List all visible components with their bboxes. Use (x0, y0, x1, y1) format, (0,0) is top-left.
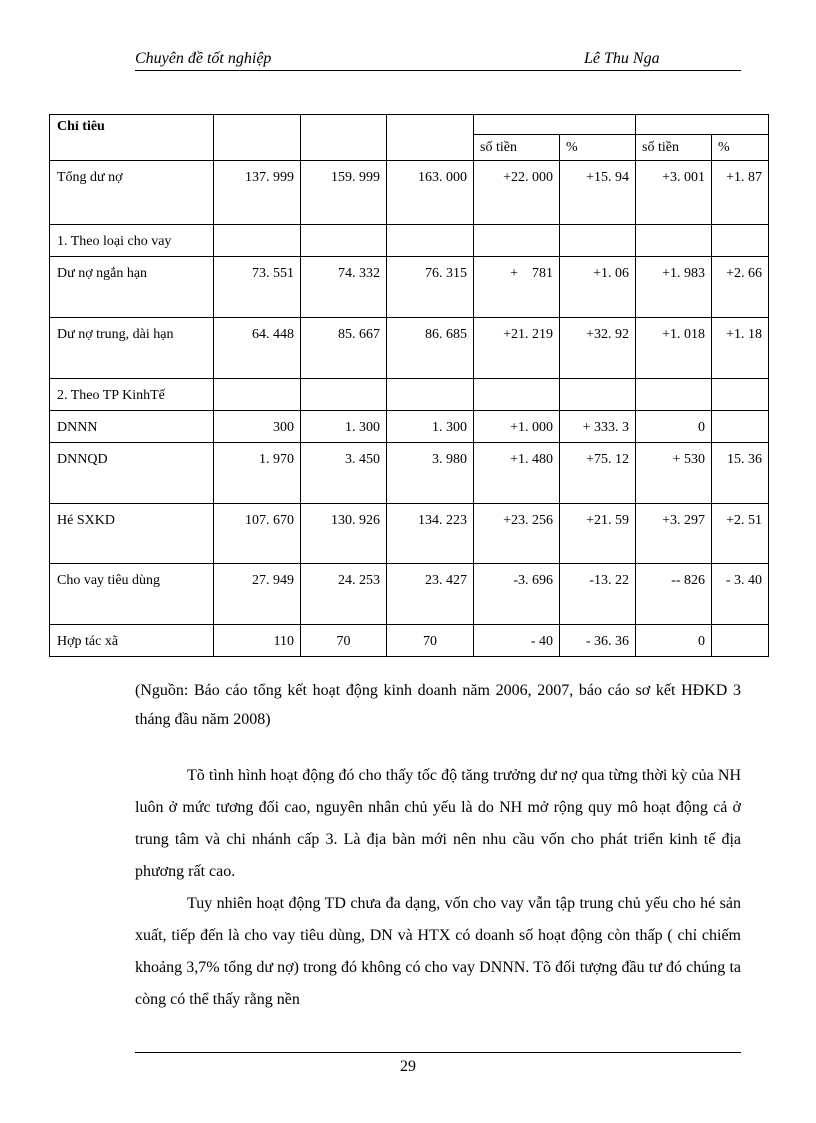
cell-value: +1. 983 (636, 257, 712, 318)
cell-value: + 333. 3 (560, 411, 636, 443)
cell-value: 163. 000 (387, 161, 474, 225)
cell-value: + 530 (636, 443, 712, 504)
row-label: Dư nợ ngắn hạn (50, 257, 214, 318)
cell-value: 3. 450 (301, 443, 387, 504)
table-source-note: (Nguồn: Báo cáo tổng kết hoạt động kinh doanh năm 2006, 2007, báo cáo sơ kết HĐKD 3 tháng đầu năm 2008) (135, 682, 741, 728)
cell-value: + 781 (474, 257, 560, 318)
cell-value: 64. 448 (214, 318, 301, 379)
table-row (50, 318, 769, 379)
cell-value: 1. 970 (214, 443, 301, 504)
cell-value (474, 225, 560, 257)
subheader-amount: số tiền (636, 135, 712, 161)
subheader-amount: số tiền (474, 135, 560, 161)
header-cell-empty (387, 115, 474, 161)
cell-value: +23. 256 (474, 504, 560, 564)
row-label: Dư nợ trung, dài hạn (50, 318, 214, 379)
cell-value: +2. 51 (712, 504, 769, 564)
cell-value: - 36. 36 (560, 625, 636, 657)
cell-value (560, 225, 636, 257)
cell-value: 134. 223 (387, 504, 474, 564)
cell-value: +32. 92 (560, 318, 636, 379)
cell-value: 85. 667 (301, 318, 387, 379)
cell-value: 24. 253 (301, 564, 387, 625)
cell-value (214, 225, 301, 257)
cell-value: +15. 94 (560, 161, 636, 225)
cell-value: - 40 (474, 625, 560, 657)
table-row (50, 504, 769, 564)
cell-value: 1. 300 (387, 411, 474, 443)
table-row (50, 161, 769, 225)
cell-value: 70 (387, 625, 474, 657)
footer-divider (135, 1052, 741, 1053)
row-label: Hợp tác xã (50, 625, 214, 657)
cell-value: 1. 300 (301, 411, 387, 443)
cell-value: -- 826 (636, 564, 712, 625)
cell-value: 159. 999 (301, 161, 387, 225)
table-row (50, 443, 769, 504)
row-label: 1. Theo loại cho vay (50, 225, 214, 257)
header-cell-empty (636, 115, 769, 135)
cell-value: -3. 696 (474, 564, 560, 625)
cell-value: 23. 427 (387, 564, 474, 625)
table-row (50, 379, 769, 411)
cell-value: +1. 87 (712, 161, 769, 225)
header-cell-indicator: Chỉ tiêu (50, 115, 214, 161)
row-label: Cho vay tiêu dùng (50, 564, 214, 625)
cell-value: - 3. 40 (712, 564, 769, 625)
header-cell-empty (214, 115, 301, 161)
cell-value (301, 225, 387, 257)
cell-value: +1. 480 (474, 443, 560, 504)
cell-value (474, 379, 560, 411)
subheader-percent: % (712, 135, 769, 161)
cell-value: +3. 001 (636, 161, 712, 225)
table-header-row (50, 115, 769, 135)
cell-value: +21. 59 (560, 504, 636, 564)
table-row (50, 625, 769, 657)
cell-value: +75. 12 (560, 443, 636, 504)
row-label: Hé SXKD (50, 504, 214, 564)
cell-value: 130. 926 (301, 504, 387, 564)
header-title: Chuyên đề tốt nghiệp (135, 50, 272, 67)
cell-value: +1. 000 (474, 411, 560, 443)
cell-value: +21. 219 (474, 318, 560, 379)
cell-value: +3. 297 (636, 504, 712, 564)
cell-value (636, 225, 712, 257)
cell-value: 137. 999 (214, 161, 301, 225)
cell-value (712, 625, 769, 657)
cell-value: +1. 18 (712, 318, 769, 379)
body-paragraph: Tõ tình hình hoạt động đó cho thấy tốc độ tăng trưởng dư nợ qua từng thời kỳ của NH luôn ở mức tương đối cao, nguyên nhân chủ yếu là do NH mở rộng quy mô hoạt động cả ở trung tâm và chi nhánh cấp 3. Là địa bàn mới nên nhu cầu vốn cho phát triển kinh tế địa phương rất cao. (135, 767, 741, 880)
table-row (50, 564, 769, 625)
subheader-percent: % (560, 135, 636, 161)
cell-value (636, 379, 712, 411)
cell-value (387, 379, 474, 411)
cell-value (301, 379, 387, 411)
cell-value (214, 379, 301, 411)
header-cell-empty (301, 115, 387, 161)
row-label: Tổng dư nợ (50, 161, 214, 225)
cell-value: 107. 670 (214, 504, 301, 564)
cell-value (712, 411, 769, 443)
page-header (135, 48, 741, 71)
cell-value: -13. 22 (560, 564, 636, 625)
body-paragraph: Tuy nhiên hoạt động TD chưa đa dạng, vốn cho vay vẫn tập trung chủ yếu cho hé sản xuất, tiếp đến là cho vay tiêu dùng, DN và HTX có doanh số hoạt động còn thấp ( chỉ chiếm khoảng 3,7% tổng dư nợ) trong đó không có cho vay DNNN. Tõ đối tượng đầu tư đó chúng ta còng có thể thấy rằng nền (135, 895, 741, 1008)
header-author: Lê Thu Nga (584, 50, 660, 67)
cell-value: +1. 06 (560, 257, 636, 318)
cell-value: 15. 36 (712, 443, 769, 504)
row-label: 2. Theo TP KinhTế (50, 379, 214, 411)
cell-value: 73. 551 (214, 257, 301, 318)
table-row (50, 225, 769, 257)
cell-value: 300 (214, 411, 301, 443)
table-row (50, 257, 769, 318)
cell-value: 3. 980 (387, 443, 474, 504)
cell-value: +1. 018 (636, 318, 712, 379)
cell-value (560, 379, 636, 411)
cell-value: 0 (636, 625, 712, 657)
cell-value: 74. 332 (301, 257, 387, 318)
row-label: DNNN (50, 411, 214, 443)
loan-balance-table (49, 114, 769, 657)
cell-value: +22. 000 (474, 161, 560, 225)
row-label: DNNQD (50, 443, 214, 504)
table-row (50, 411, 769, 443)
cell-value: +2. 66 (712, 257, 769, 318)
cell-value (712, 225, 769, 257)
cell-value (387, 225, 474, 257)
page-number: 29 (400, 1058, 416, 1075)
cell-value: 27. 949 (214, 564, 301, 625)
header-cell-empty (474, 115, 636, 135)
cell-value (712, 379, 769, 411)
cell-value: 0 (636, 411, 712, 443)
cell-value: 110 (214, 625, 301, 657)
cell-value: 70 (301, 625, 387, 657)
cell-value: 76. 315 (387, 257, 474, 318)
cell-value: 86. 685 (387, 318, 474, 379)
